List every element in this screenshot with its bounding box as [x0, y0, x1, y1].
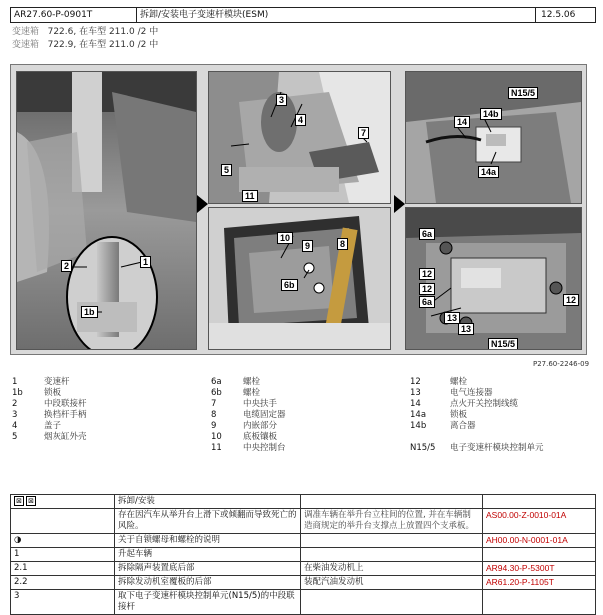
table-row: 3 取下电子变速杆模块控制单元(N15/5)的中段联接杆	[11, 590, 596, 615]
callout-6a-bottom: 6a	[419, 296, 435, 308]
callout-14a: 14a	[478, 166, 499, 178]
callout-5: 5	[221, 164, 232, 176]
photo-underbody-shift-rod-image	[17, 72, 196, 349]
callout-6a-top: 6a	[419, 228, 435, 240]
callout-N15-5-bottom: N15/5	[488, 338, 518, 350]
callout-12-right: 12	[563, 294, 579, 306]
figure-reference: P27.60-2246-09	[533, 360, 590, 368]
callout-13-right: 13	[458, 323, 474, 335]
table-row: 2.1 拆除隔声装置底后部 在柴油发动机上 AR94.30-P-5300T	[11, 562, 596, 576]
remove-install-icons: ⊠ ⊠	[11, 495, 115, 509]
callout-14b: 14b	[480, 108, 502, 120]
document-link[interactable]: AR94.30-P-5300T	[483, 562, 596, 576]
callout-7: 7	[358, 127, 369, 139]
document-date: 12.5.06	[541, 10, 576, 20]
photo-underbody-shift-rod	[16, 71, 197, 350]
document-link[interactable]: AR61.20-P-1105T	[483, 576, 596, 590]
callout-3: 3	[276, 94, 287, 106]
sequence-arrow-1	[197, 195, 208, 213]
callout-9: 9	[302, 240, 313, 252]
callout-4: 4	[295, 114, 306, 126]
photo-module-bolts	[405, 207, 582, 350]
document-link[interactable]: AH00.00-N-0001-01A	[483, 534, 596, 548]
callout-2: 2	[61, 260, 72, 272]
document-header	[10, 7, 596, 23]
photo-storage-compartment-image	[209, 208, 390, 349]
table-header-title: 拆卸/安装	[115, 495, 301, 509]
callout-14: 14	[454, 116, 470, 128]
info-icon-cell: ◑	[11, 534, 115, 548]
photo-center-console	[208, 71, 391, 204]
callout-8: 8	[337, 238, 348, 250]
table-row: 2.2 拆除发动机室覆板的后部 装配汽油发动机 AR61.20-P-1105T	[11, 576, 596, 590]
table-row: ◑ 关于自锁螺母和螺栓的说明 AH00.00-N-0001-01A	[11, 534, 596, 548]
legend-column-3: 12 螺栓 13 电气连接器 14 点火开关控制线缆 14a 锁板 14b 离合器 N15/5 电子变速杆模块控制单元	[410, 377, 544, 453]
callout-1: 1	[140, 256, 151, 268]
table-row: 1 升起车辆	[11, 548, 596, 562]
procedure-figure	[10, 64, 587, 355]
callout-11: 11	[242, 190, 258, 202]
photo-connector-detail-image	[406, 72, 581, 203]
table-row: 存在因汽车从举升台上滑下或倾翻而导致死亡的风险。 调准车辆在举升台立柱间的位置, 并在车辆制造商规定的举升台支撑点上放置四个支承板。 AS00.00-Z-0010-01A	[11, 509, 596, 534]
callout-N15-5-top: N15/5	[508, 87, 538, 99]
warning-icon-cell	[11, 509, 115, 534]
sequence-arrow-2	[394, 195, 405, 213]
applies-to-line-1: 变速箱 722.6, 在车型 211.0 /2 中	[12, 27, 159, 37]
photo-storage-compartment	[208, 207, 391, 350]
document-title: 拆卸/安装电子变速杆模块(ESM)	[140, 10, 269, 20]
callout-12-left-bottom: 12	[419, 283, 435, 295]
callout-6b: 6b	[281, 279, 298, 291]
legend-column-1: 1 变速杆 1b 锁板 2 中段联接杆 3 换档杆手柄 4 盖子 5 烟灰缸外壳	[12, 377, 87, 442]
document-id: AR27.60-P-0901T	[14, 10, 93, 20]
applies-to-line-2: 变速箱 722.9, 在车型 211.0 /2 中	[12, 40, 159, 50]
callout-1b: 1b	[81, 306, 98, 318]
document-link[interactable]: AS00.00-Z-0010-01A	[483, 509, 596, 534]
callout-13-left: 13	[444, 312, 460, 324]
callout-10: 10	[277, 232, 293, 244]
photo-connector-detail	[405, 71, 582, 204]
legend-column-2: 6a 螺栓 6b 螺栓 7 中央扶手 8 电缆固定器 9 内嵌部分 10 底板镶板 11 中央控制台	[211, 377, 286, 453]
callout-12-left-top: 12	[419, 268, 435, 280]
table-header-row	[11, 495, 596, 509]
procedure-steps-table	[10, 494, 596, 615]
